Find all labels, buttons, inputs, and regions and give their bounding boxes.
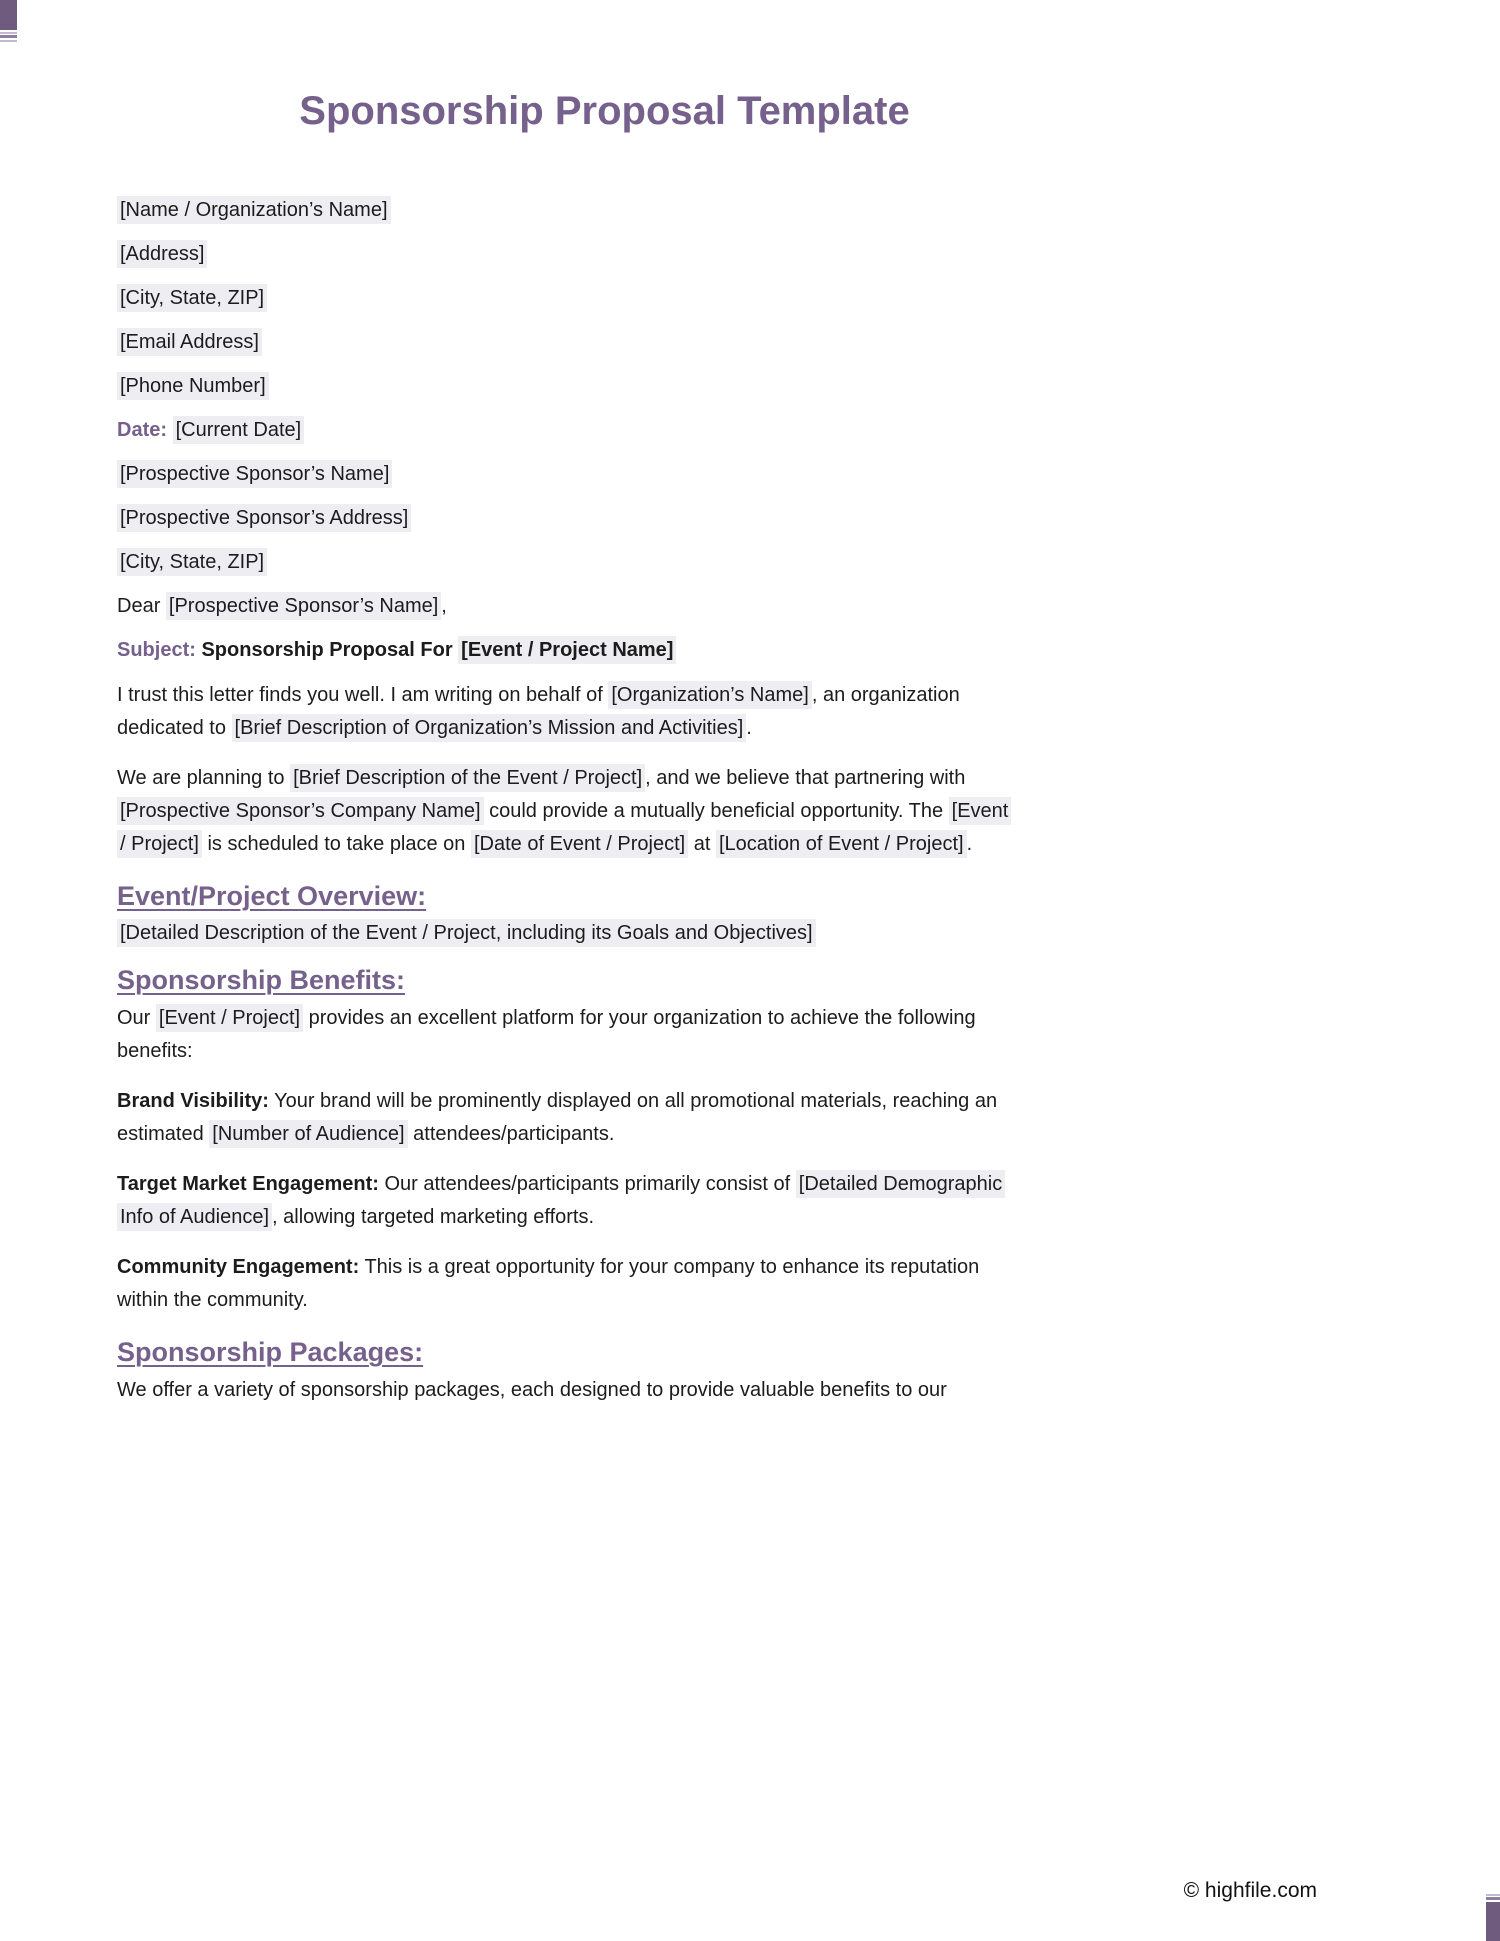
- text-run: , and we believe that partnering with: [645, 767, 966, 789]
- intro-paragraph-line: [117, 679, 1127, 712]
- text-run: We offer a variety of sponsorship packages, each designed to provide valuable benefits to our: [117, 1379, 947, 1401]
- document-body: [117, 195, 1127, 1407]
- date-line-line: [117, 415, 1127, 445]
- benefits-heading-line: [117, 962, 1127, 998]
- text-run: could provide a mutually beneficial opportunity. The: [483, 800, 949, 822]
- text-run: Our attendees/participants primarily consist of: [378, 1173, 796, 1195]
- sender-city-line: [117, 283, 1127, 313]
- corner-stripe: [0, 35, 17, 38]
- packages-heading: [117, 1334, 1127, 1370]
- corner-stripe: [0, 32, 17, 34]
- corner-stripe: [1486, 1897, 1500, 1900]
- placeholder-field: [Name / Organization’s Name]: [117, 196, 391, 224]
- placeholder-field: [Prospective Sponsor’s Name]: [166, 592, 441, 620]
- placeholder-field: [Organization’s Name]: [608, 681, 812, 709]
- salutation: [117, 591, 1127, 621]
- overview-heading-line: [117, 878, 1127, 914]
- planning-paragraph-line: [117, 828, 1127, 861]
- text-run: , an organization: [811, 684, 960, 706]
- placeholder-field: [Number of Audience]: [209, 1120, 407, 1148]
- recipient-city-line: [117, 547, 1127, 577]
- text-run: This is a great opportunity for your company to enhance its reputation: [359, 1256, 980, 1278]
- text-run: Your brand will be prominently displayed on all promotional materials, reaching an: [268, 1090, 998, 1112]
- page-decoration-bottom-right: [1486, 1894, 1500, 1941]
- corner-stripe: [0, 40, 17, 42]
- sender-address-line: [117, 239, 1127, 269]
- placeholder-field: Info of Audience]: [117, 1203, 272, 1231]
- placeholder-field: [Current Date]: [173, 416, 305, 444]
- intro-paragraph: [117, 679, 1127, 745]
- placeholder-field: [Prospective Sponsor’s Company Name]: [117, 797, 484, 825]
- page-decoration-top-left: [0, 0, 17, 42]
- placeholder-field: [Detailed Demographic: [796, 1170, 1005, 1198]
- text-run: estimated: [117, 1123, 210, 1145]
- text-run: Dear: [117, 595, 166, 617]
- text-run: Sponsorship Benefits:: [117, 965, 406, 995]
- placeholder-field: [Address]: [117, 240, 207, 268]
- sender-phone: [117, 371, 1127, 401]
- sender-city: [117, 283, 1127, 313]
- text-run: attendees/participants.: [407, 1123, 615, 1145]
- community-engagement-line: [117, 1284, 1127, 1317]
- target-market: [117, 1168, 1127, 1234]
- text-run: at: [688, 833, 716, 855]
- placeholder-field: [City, State, ZIP]: [117, 284, 267, 312]
- placeholder-field: [Prospective Sponsor’s Address]: [117, 504, 411, 532]
- corner-stripe: [1486, 1894, 1500, 1896]
- brand-visibility-line: [117, 1085, 1127, 1118]
- text-run: Our: [117, 1007, 156, 1029]
- text-run: ,: [441, 595, 447, 617]
- sender-email: [117, 327, 1127, 357]
- placeholder-field: [City, State, ZIP]: [117, 548, 267, 576]
- document-content: [117, 0, 1127, 1424]
- benefits-heading: [117, 962, 1127, 998]
- corner-block: [1486, 1902, 1500, 1941]
- target-market-line: [117, 1168, 1127, 1201]
- text-run: Brand Visibility:: [117, 1090, 269, 1112]
- placeholder-field: [Event / Project]: [156, 1004, 303, 1032]
- text-run: dedicated to: [117, 717, 232, 739]
- planning-paragraph: [117, 762, 1127, 861]
- text-run: Date:: [117, 419, 168, 441]
- placeholder-field: [Email Address]: [117, 328, 262, 356]
- text-run: provides an excellent platform for your organization to achieve the following: [303, 1007, 976, 1029]
- text-run: Target Market Engagement:: [117, 1173, 379, 1195]
- packages-heading-line: [117, 1334, 1127, 1370]
- overview-placeholder: [117, 918, 1127, 948]
- sender-address: [117, 239, 1127, 269]
- recipient-name: [117, 459, 1127, 489]
- planning-paragraph-line: [117, 762, 1127, 795]
- text-run: Sponsorship Proposal For: [201, 639, 459, 661]
- footer-credit: © highfile.com: [1183, 1879, 1317, 1902]
- placeholder-field: [Phone Number]: [117, 372, 269, 400]
- placeholder-field: [Event / Project Name]: [458, 636, 676, 664]
- benefits-intro: [117, 1002, 1127, 1068]
- benefits-intro-line: [117, 1002, 1127, 1035]
- text-run: Subject:: [117, 639, 196, 661]
- text-run: within the community.: [117, 1289, 308, 1311]
- recipient-address: [117, 503, 1127, 533]
- planning-paragraph-line: [117, 795, 1127, 828]
- recipient-address-line: [117, 503, 1127, 533]
- placeholder-field: [Prospective Sponsor’s Name]: [117, 460, 392, 488]
- sender-email-line: [117, 327, 1127, 357]
- packages-intro: [117, 1374, 1127, 1407]
- text-run: .: [966, 833, 973, 855]
- target-market-line: [117, 1201, 1127, 1234]
- sender-phone-line: [117, 371, 1127, 401]
- placeholder-field: [Location of Event / Project]: [716, 830, 967, 858]
- corner-block: [0, 0, 17, 30]
- text-run: [167, 419, 173, 441]
- text-run: I trust this letter finds you well. I am writing on behalf of: [117, 684, 609, 706]
- salutation-line: [117, 591, 1127, 621]
- text-run: .: [746, 717, 752, 739]
- overview-placeholder-line: [117, 918, 1127, 948]
- recipient-name-line: [117, 459, 1127, 489]
- text-run: benefits:: [117, 1040, 193, 1062]
- intro-paragraph-line: [117, 712, 1127, 745]
- placeholder-field: [Brief Description of Organization’s Mission and Activities]: [232, 714, 747, 742]
- benefits-intro-line: [117, 1035, 1127, 1068]
- placeholder-field: [Brief Description of the Event / Project]: [290, 764, 645, 792]
- sender-name: [117, 195, 1127, 225]
- placeholder-field: / Project]: [117, 830, 202, 858]
- text-run: is scheduled to take place on: [201, 833, 471, 855]
- community-engagement: [117, 1251, 1127, 1317]
- brand-visibility: [117, 1085, 1127, 1151]
- text-run: We are planning to: [117, 767, 291, 789]
- overview-heading: [117, 878, 1127, 914]
- sender-name-line: [117, 195, 1127, 225]
- text-run: , allowing targeted marketing efforts.: [272, 1206, 595, 1228]
- placeholder-field: [Event: [949, 797, 1012, 825]
- packages-intro-line: [117, 1374, 1127, 1407]
- text-run: Community Engagement:: [117, 1256, 360, 1278]
- placeholder-field: [Date of Event / Project]: [471, 830, 688, 858]
- subject-line: [117, 635, 1127, 665]
- placeholder-field: [Detailed Description of the Event / Project, including its Goals and Objectives]: [117, 919, 816, 947]
- page-title: Sponsorship Proposal Template: [299, 89, 910, 133]
- text-run: Sponsorship Packages:: [117, 1337, 424, 1367]
- recipient-city: [117, 547, 1127, 577]
- subject-line-line: [117, 635, 1127, 665]
- brand-visibility-line: [117, 1118, 1127, 1151]
- community-engagement-line: [117, 1251, 1127, 1284]
- text-run: Event/Project Overview:: [117, 881, 427, 911]
- date-line: [117, 415, 1127, 445]
